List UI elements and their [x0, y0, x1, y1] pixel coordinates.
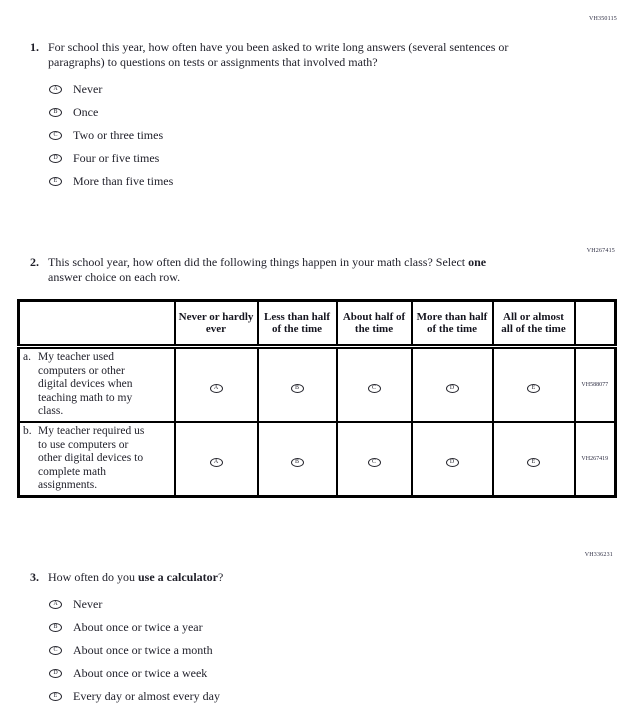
answer-bubble-d-icon[interactable]: D — [49, 669, 62, 678]
question-3-number: 3. — [30, 570, 39, 584]
answer-bubble-c-icon[interactable]: C — [49, 131, 62, 140]
question-2-bold-text: one — [468, 255, 487, 269]
answer-option[interactable] — [49, 620, 590, 634]
matrix-cell[interactable] — [337, 347, 412, 423]
question-3-options — [49, 597, 590, 703]
answer-bubble-a-icon[interactable]: A — [49, 85, 62, 94]
answer-bubble-c-icon[interactable]: C — [49, 646, 62, 655]
item-code-q1: VH350115 — [588, 16, 617, 22]
answer-bubble-b-icon[interactable]: B — [291, 458, 304, 467]
answer-bubble-d-icon[interactable]: D — [49, 154, 62, 163]
matrix-column-header: About half of the time — [337, 301, 412, 347]
answer-option[interactable] — [49, 174, 510, 188]
matrix-row-b-text: My teacher required us to use computers or other digital devices to complete math assignments. — [38, 425, 145, 491]
answer-bubble-a-icon[interactable]: A — [210, 384, 223, 393]
answer-option-label: About once or twice a week — [73, 665, 208, 680]
matrix-cell[interactable] — [493, 422, 575, 497]
answer-option[interactable] — [49, 128, 510, 142]
answer-option-label: Every day or almost every day — [73, 688, 220, 703]
answer-option[interactable] — [49, 151, 510, 165]
answer-bubble-b-icon[interactable]: B — [291, 384, 304, 393]
answer-bubble-c-icon[interactable]: C — [368, 458, 381, 467]
answer-option-label: About once or twice a month — [73, 642, 213, 657]
question-1-number: 1. — [30, 40, 39, 54]
question-2-number: 2. — [30, 255, 39, 269]
matrix-column-header: More than half of the time — [412, 301, 493, 347]
answer-option-label: Two or three times — [73, 127, 164, 142]
matrix-header-row — [19, 301, 616, 347]
matrix-cell[interactable] — [493, 347, 575, 423]
answer-option-label: About once or twice a year — [73, 619, 203, 634]
question-3-text: How often do you use a calculator? — [48, 570, 224, 584]
matrix-row-a-code: VH588077 — [575, 347, 616, 423]
table-row — [19, 347, 616, 423]
answer-option[interactable] — [49, 597, 590, 611]
answer-option[interactable] — [49, 666, 590, 680]
answer-bubble-b-icon[interactable]: B — [49, 108, 62, 117]
matrix-column-header: Never or hardly ever — [175, 301, 258, 347]
answer-bubble-d-icon[interactable]: D — [446, 384, 459, 393]
question-3 — [30, 570, 590, 710]
matrix-cell[interactable] — [258, 347, 337, 423]
question-2 — [30, 255, 510, 285]
matrix-cell[interactable] — [412, 422, 493, 497]
matrix-row-a-letter: a. — [23, 351, 31, 363]
item-code-q3: VH336231 — [584, 552, 613, 558]
question-2-matrix-table — [17, 299, 617, 498]
question-1-options — [49, 82, 510, 188]
matrix-row-a-text: My teacher used computers or other digital devices when teaching math to my class. — [38, 351, 133, 417]
answer-bubble-a-icon[interactable]: A — [210, 458, 223, 467]
matrix-column-header: Less than half of the time — [258, 301, 337, 347]
matrix-row-a-stem — [19, 347, 175, 423]
matrix-column-header: All or almost all of the time — [493, 301, 575, 347]
answer-option[interactable] — [49, 105, 510, 119]
question-2-text: This school year, how often did the following things happen in your math class? Select one answer choice on each row. — [48, 255, 487, 284]
answer-option-label: More than five times — [73, 173, 174, 188]
table-row — [19, 422, 616, 497]
item-code-q2: VH267415 — [586, 248, 615, 254]
matrix-code-column-header — [575, 301, 616, 347]
answer-bubble-e-icon[interactable]: E — [49, 692, 62, 701]
answer-option[interactable] — [49, 689, 590, 703]
answer-bubble-e-icon[interactable]: E — [527, 384, 540, 393]
answer-bubble-e-icon[interactable]: E — [527, 458, 540, 467]
answer-bubble-d-icon[interactable]: D — [446, 458, 459, 467]
matrix-cell[interactable] — [412, 347, 493, 423]
answer-bubble-b-icon[interactable]: B — [49, 623, 62, 632]
question-3-bold-text: use a calculator — [138, 570, 218, 584]
matrix-row-b-stem — [19, 422, 175, 497]
matrix-cell[interactable] — [175, 422, 258, 497]
question-1 — [30, 40, 510, 197]
matrix-corner-cell — [19, 301, 175, 347]
answer-option[interactable] — [49, 643, 590, 657]
answer-bubble-e-icon[interactable]: E — [49, 177, 62, 186]
answer-option-label: Never — [73, 81, 103, 96]
answer-option-label: Never — [73, 596, 103, 611]
answer-option-label: Once — [73, 104, 99, 119]
answer-option-label: Four or five times — [73, 150, 160, 165]
matrix-row-b-letter: b. — [23, 425, 32, 437]
answer-bubble-a-icon[interactable]: A — [49, 600, 62, 609]
matrix-cell[interactable] — [175, 347, 258, 423]
matrix-cell[interactable] — [258, 422, 337, 497]
matrix-cell[interactable] — [337, 422, 412, 497]
answer-bubble-c-icon[interactable]: C — [368, 384, 381, 393]
answer-option[interactable] — [49, 82, 510, 96]
question-1-text: For school this year, how often have you been asked to write long answers (several sentences or paragraphs) to questions on tests or assignments that involved math? — [48, 40, 509, 69]
matrix-row-b-code: VH267419 — [575, 422, 616, 497]
